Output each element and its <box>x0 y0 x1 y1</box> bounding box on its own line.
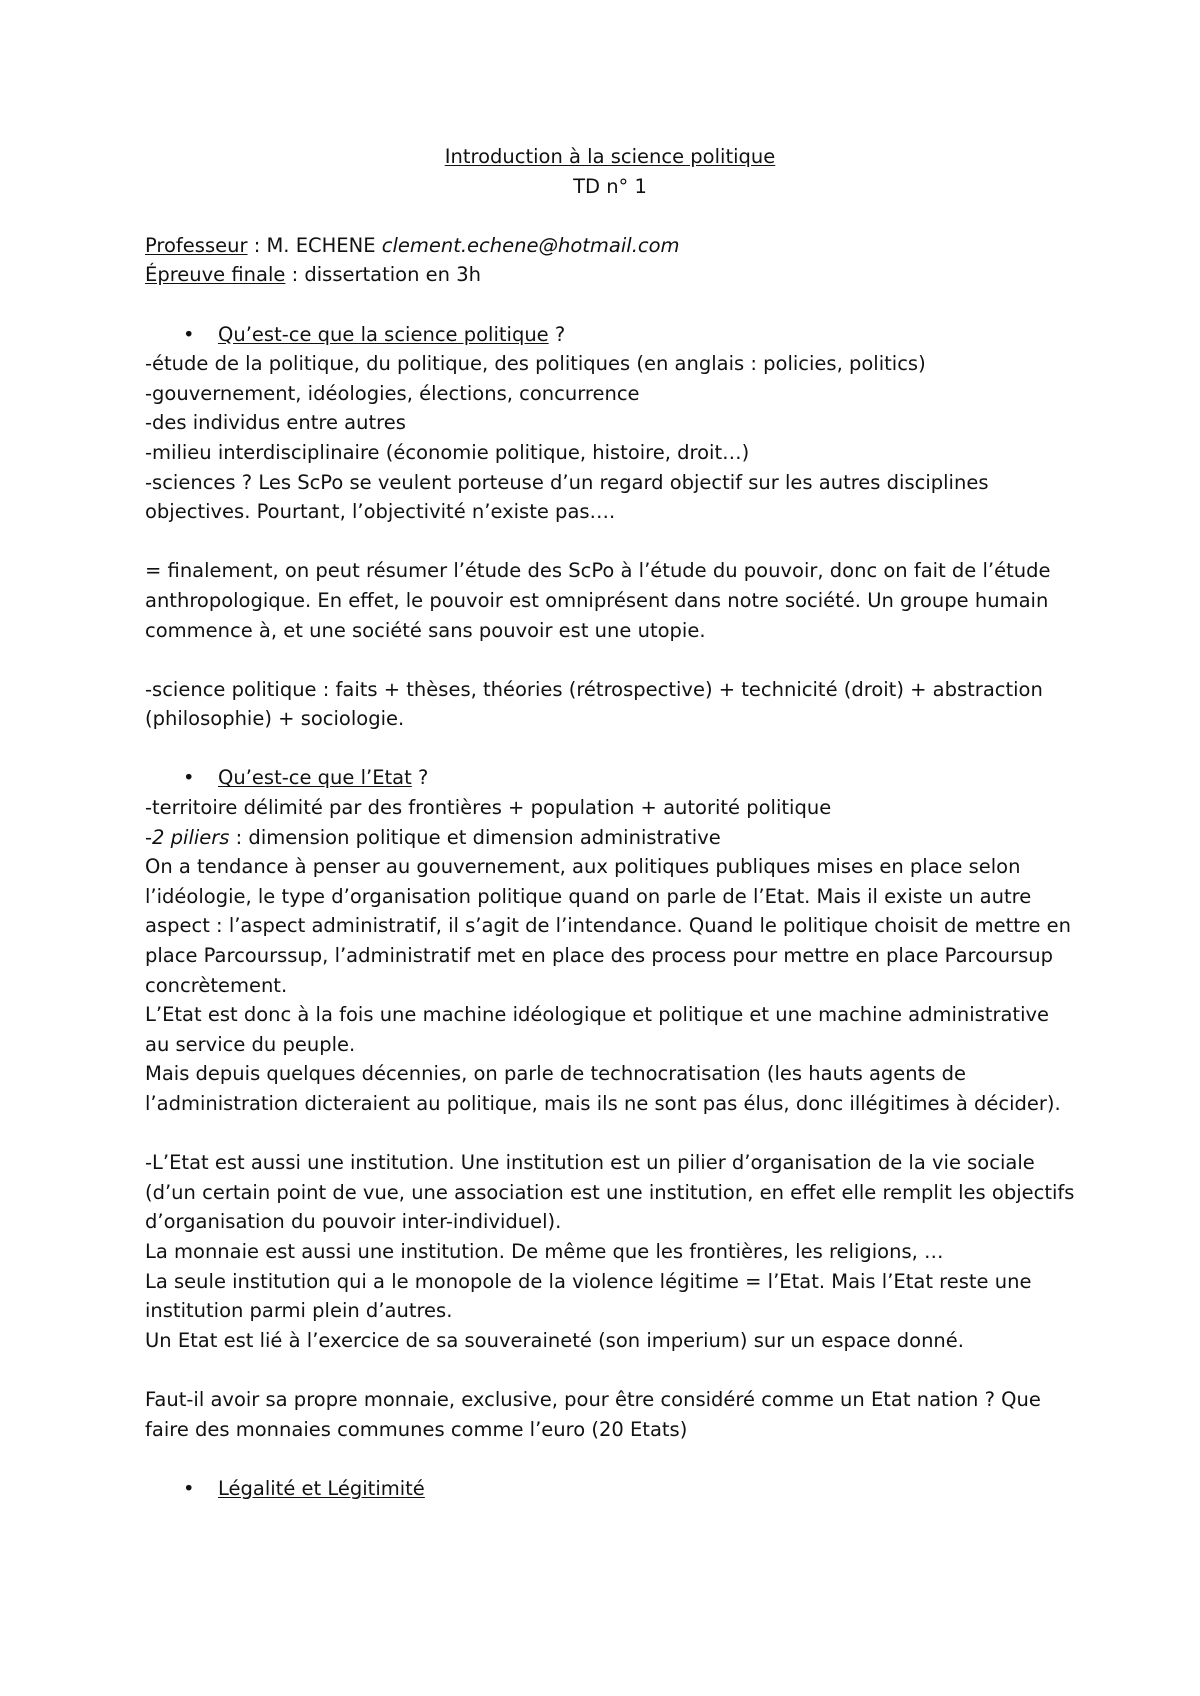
paragraph: On a tendance à penser au gouvernement, aux politiques publiques mises en place selon l’idéologie, le type d’organisation politique quand on parle de l’Etat. Mais il existe un autre aspect : l’aspect administratif, il s’agit de l’intendance. Quand le politique choisit de mettre en place Parcourssup, l’administratif met en place des process pour mettre en place Parcoursup concrètement. <box>145 855 1072 997</box>
paragraph: L’Etat est donc à la fois une machine idéologique et politique et une machine administrative au service du peuple. <box>145 1003 1050 1056</box>
paragraph: Un Etat est lié à l’exercice de sa souveraineté (son imperium) sur un espace donné. <box>145 1328 964 1352</box>
professor-line <box>145 231 1075 261</box>
spacer <box>145 527 1075 557</box>
document-body <box>145 142 1075 1503</box>
section-heading-text: Qu’est-ce que la science politique <box>218 322 549 346</box>
list-item <box>145 823 1075 853</box>
professor-sep: : <box>247 233 267 257</box>
paragraph: Faut-il avoir sa propre monnaie, exclusive, pour être considéré comme un Etat nation ? Que faire des monnaies communes comme l’euro (20 Etats) <box>145 1387 1041 1441</box>
paragraph: -L’Etat est aussi une institution. Une institution est un pilier d’organisation de la vie sociale (d’un certain point de vue, une association est une institution, en effet elle remplit les objectifs d’organisation du pouvoir inter-individuel). <box>145 1151 1075 1234</box>
line-italic: 2 piliers <box>152 825 230 849</box>
exam-line <box>145 260 1075 290</box>
section-heading-suffix: ? <box>548 322 566 346</box>
section-heading-suffix: ? <box>411 766 429 790</box>
section-heading-text: Légalité et Légitimité <box>218 1476 425 1500</box>
exam-value: dissertation en 3h <box>304 263 481 287</box>
exam-sep: : <box>285 263 305 287</box>
paragraph: La seule institution qui a le monopole de la violence légitime = l’Etat. Mais l’Etat reste une institution parmi plein d’autres. <box>145 1269 1032 1323</box>
professor-email: clement.echene@hotmail.com <box>381 233 680 257</box>
spacer <box>145 645 1075 675</box>
section-heading-legalite <box>145 1474 1075 1504</box>
list-item: -sciences ? Les ScPo se veulent porteuse d’un regard objectif sur les autres disciplines objectives. Pourtant, l’objectivité n’existe pas…. <box>145 470 989 524</box>
title-block <box>145 142 1075 201</box>
list-item: -des individus entre autres <box>145 411 406 435</box>
document-subtitle: TD n° 1 <box>573 174 647 198</box>
professor-name: M. ECHENE <box>266 233 382 257</box>
exam-label: Épreuve finale <box>145 263 286 287</box>
bullet-icon: • <box>183 322 195 346</box>
paragraph-pouvoir: = finalement, on peut résumer l’étude des ScPo à l’étude du pouvoir, donc on fait de l’étude anthropologique. En effet, le pouvoir est omniprésent dans notre société. Un groupe humain commence à, et une société sans pouvoir est une utopie. <box>145 559 1051 642</box>
spacer <box>145 734 1075 764</box>
document-title: Introduction à la science politique <box>444 145 776 168</box>
section-heading-etat <box>145 763 1075 793</box>
spacer <box>145 1119 1075 1149</box>
list-item: -étude de la politique, du politique, des politiques (en anglais : policies, politics) <box>145 352 926 376</box>
list-item: -gouvernement, idéologies, élections, concurrence <box>145 381 640 405</box>
bullet-icon: • <box>183 1476 195 1500</box>
line-rest: : dimension politique et dimension administrative <box>229 825 721 849</box>
spacer <box>145 1444 1075 1474</box>
spacer <box>145 1355 1075 1385</box>
section-heading-text: Qu’est-ce que l’Etat <box>218 766 412 790</box>
professor-label: Professeur <box>145 233 248 257</box>
list-item: -milieu interdisciplinaire (économie politique, histoire, droit…) <box>145 440 750 464</box>
bullet-icon: • <box>183 766 195 790</box>
section-heading-science-politique <box>145 320 1075 350</box>
paragraph: La monnaie est aussi une institution. De même que les frontières, les religions, … <box>145 1239 944 1263</box>
line-prefix: - <box>145 825 153 849</box>
spacer <box>145 290 1075 320</box>
list-item: -territoire délimité par des frontières + population + autorité politique <box>145 796 832 820</box>
paragraph-science-politique: -science politique : faits + thèses, théories (rétrospective) + technicité (droit) + abstraction (philosophie) + sociologie. <box>145 677 1043 731</box>
paragraph: Mais depuis quelques décennies, on parle de technocratisation (les hauts agents de l’administration dicteraient au politique, mais ils ne sont pas élus, donc illégitimes à décider). <box>145 1062 1061 1115</box>
